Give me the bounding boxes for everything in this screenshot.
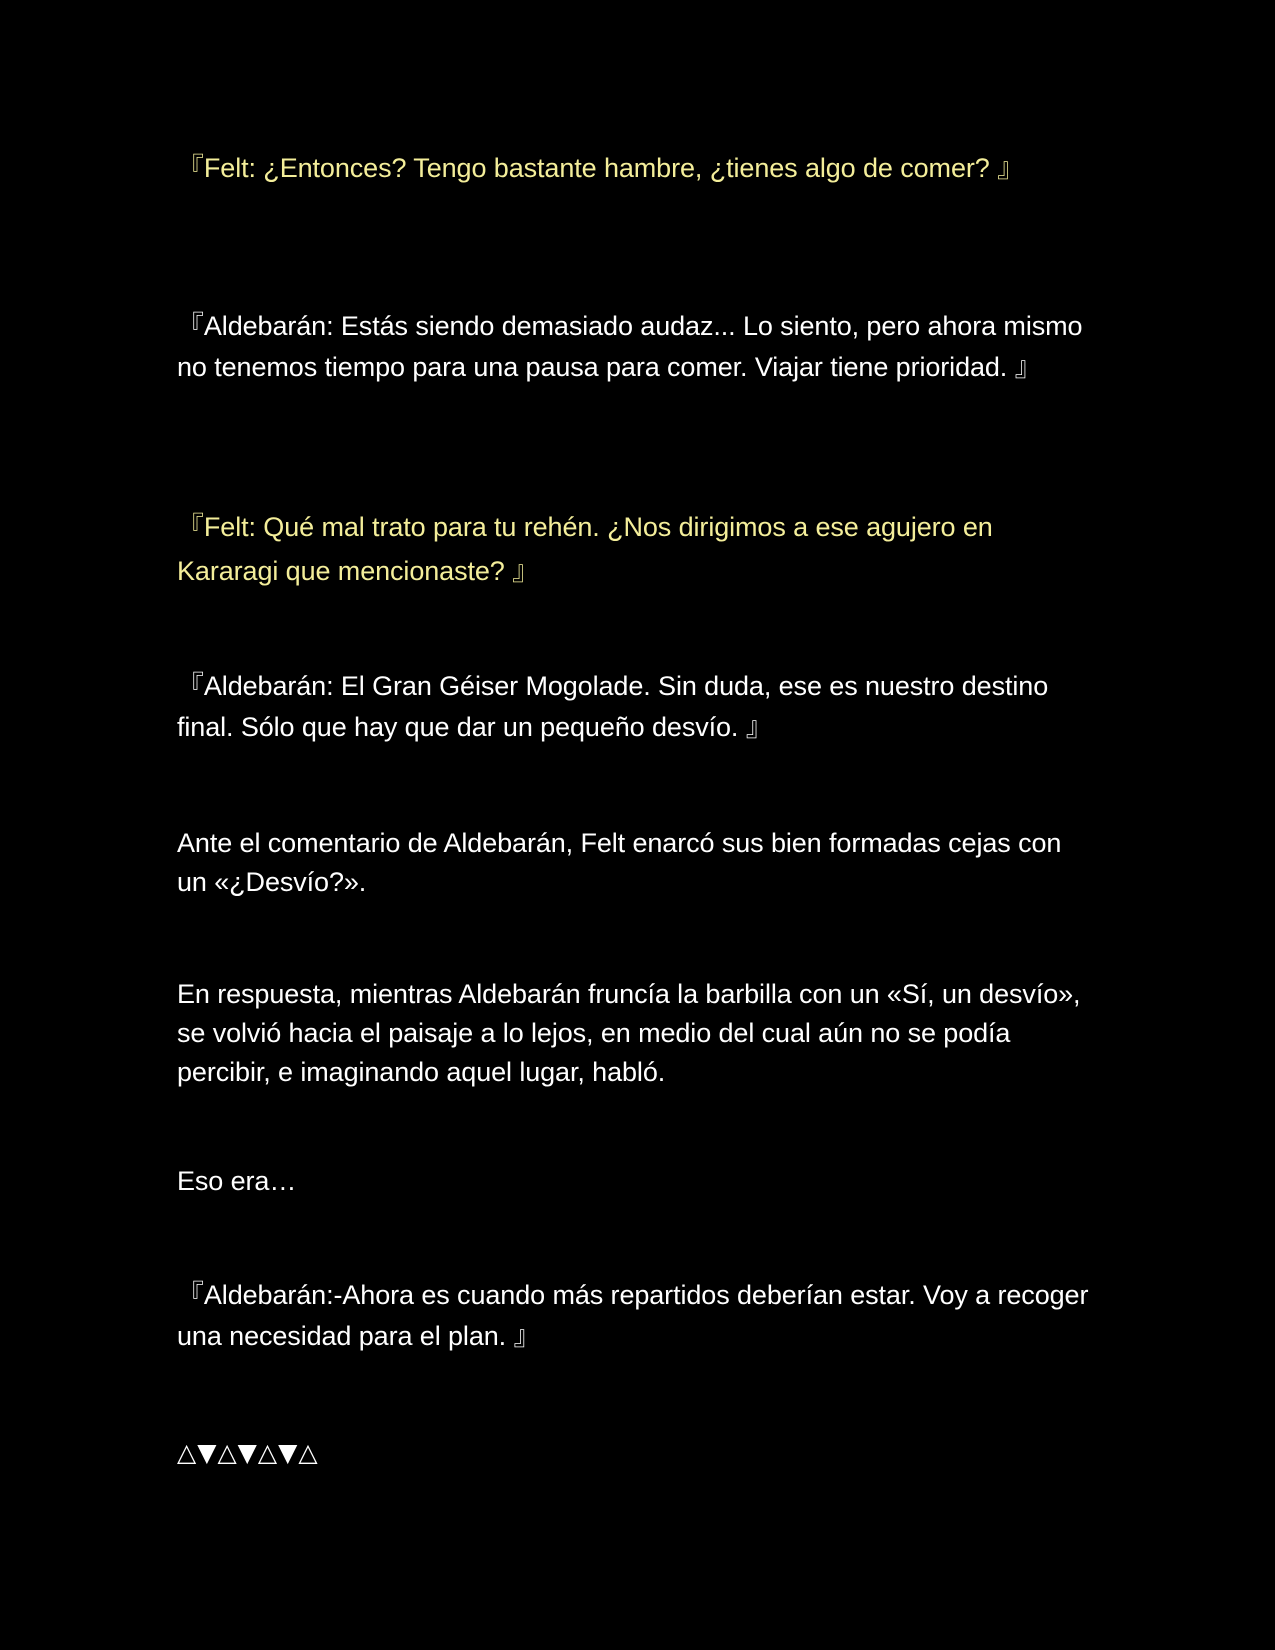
scene-divider: △▼△▼△▼△ <box>177 1438 319 1467</box>
dialogue-aldebaran-3: 『Aldebarán:-Ahora es cuando más repartidos deberían estar. Voy a recoger una necesidad para el plan. 』 <box>177 1280 1089 1351</box>
narration-paragraph-1: Ante el comentario de Aldebarán, Felt enarcó sus bien formadas cejas con un «¿Desvío?». <box>177 828 1062 897</box>
narration-paragraph-3: Eso era… <box>177 1166 297 1196</box>
dialogue-felt-1: 『Felt: ¿Entonces? Tengo bastante hambre, ¿tienes algo de comer? 』 <box>177 153 1024 183</box>
dialogue-aldebaran-1: 『Aldebarán: Estás siendo demasiado audaz... Lo siento, pero ahora mismo no tenemos tiempo para una pausa para comer. Viajar tiene prioridad. 』 <box>177 311 1083 382</box>
dialogue-felt-2: 『Felt: Qué mal trato para tu rehén. ¿Nos dirigimos a ese agujero en Kararagi que mencionaste? 』 <box>177 512 993 586</box>
dialogue-aldebaran-2: 『Aldebarán: El Gran Géiser Mogolade. Sin duda, ese es nuestro destino final. Sólo que hay que dar un pequeño desvío. 』 <box>177 671 1049 742</box>
narration-paragraph-2: En respuesta, mientras Aldebarán fruncía la barbilla con un «Sí, un desvío», se volvió hacia el paisaje a lo lejos, en medio del cual aún no se podía percibir, e imaginando aquel lugar, habló. <box>177 979 1081 1087</box>
